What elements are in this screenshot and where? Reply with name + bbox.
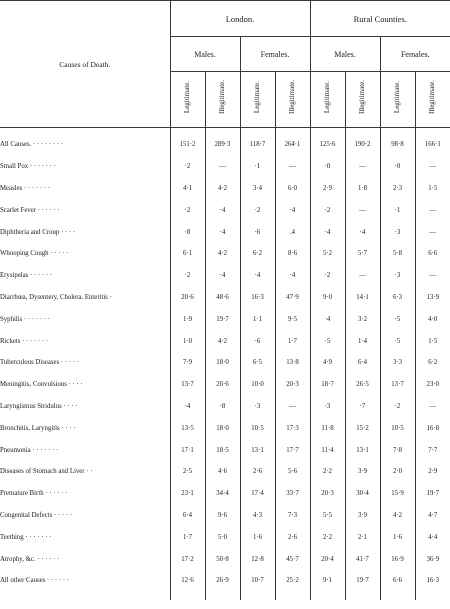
cause-of-death-cell: Congenital Defects · · · · · <box>0 511 73 519</box>
table-row <box>0 156 450 178</box>
cause-of-death-cell: Atrophy, &c. · · · · · · <box>0 555 60 563</box>
rate-cell: 20·6 <box>205 374 240 396</box>
rural-counties-label: Rural Counties. <box>353 13 407 24</box>
rate-cell: ·2 <box>170 199 205 221</box>
table-row <box>0 483 450 505</box>
rate-cell: 7·3 <box>275 505 310 527</box>
rate-cell: 25·2 <box>275 570 310 592</box>
rate-cell: 1·6 <box>240 526 275 548</box>
rate-cell: 1·0 <box>170 330 205 352</box>
rate-cell: 4·7 <box>415 505 450 527</box>
rate-cell: 1·4 <box>345 330 380 352</box>
rate-cell: 5·2 <box>310 243 345 265</box>
rate-cell: 1·5 <box>415 178 450 200</box>
rate-cell: 264·1 <box>275 134 310 156</box>
rate-cell: 18·0 <box>205 417 240 439</box>
table-row <box>0 308 450 330</box>
rural-counties-heading <box>310 1 450 37</box>
rate-cell: 5·5 <box>310 505 345 527</box>
cause-of-death-cell: Bronchitis, Laryngitis · · · · <box>0 424 76 432</box>
rate-cell: 9·5 <box>275 308 310 330</box>
rate-cell: 2·9 <box>310 178 345 200</box>
rate-cell: 13·5 <box>170 417 205 439</box>
rate-cell: 50·8 <box>205 548 240 570</box>
rate-cell: 4·2 <box>205 178 240 200</box>
rate-cell: 17·3 <box>275 417 310 439</box>
spacer-cell <box>170 592 205 600</box>
rate-cell: — <box>345 156 380 178</box>
rate-cell: ·8 <box>205 396 240 418</box>
table-row <box>0 199 450 221</box>
causes-of-death-label: Causes of Death. <box>59 59 111 69</box>
rate-cell: ·4 <box>345 221 380 243</box>
rate-cell: 15·2 <box>345 417 380 439</box>
london-label: London. <box>225 13 255 24</box>
rate-cell: 15·9 <box>380 483 415 505</box>
rate-cell: ·2 <box>170 265 205 287</box>
london-females-illegitimate-heading <box>275 72 310 128</box>
rate-cell: 45·7 <box>275 548 310 570</box>
rate-cell: 125·6 <box>310 134 345 156</box>
rate-cell: 151·2 <box>170 134 205 156</box>
rate-cell: ·4 <box>205 199 240 221</box>
rate-cell: 16·8 <box>415 417 450 439</box>
spacer-cell <box>205 592 240 600</box>
rate-cell: 20·4 <box>310 548 345 570</box>
rate-cell: 6·2 <box>415 352 450 374</box>
cause-of-death-cell: All other Causes · · · · · · <box>0 577 70 585</box>
table-row <box>0 330 450 352</box>
table-row <box>0 417 450 439</box>
rate-cell: 1·7 <box>275 330 310 352</box>
rate-cell: 2·1 <box>345 526 380 548</box>
rate-cell: — <box>345 265 380 287</box>
rate-cell: 7·7 <box>415 439 450 461</box>
rate-cell: ·4 <box>275 265 310 287</box>
rate-cell: 4·2 <box>380 505 415 527</box>
rural-males-illegitimate-heading <box>345 72 380 128</box>
rate-cell: 166·1 <box>415 134 450 156</box>
table-row <box>0 352 450 374</box>
rate-cell: ·8 <box>170 221 205 243</box>
rural-females-illegitimate-heading <box>415 72 450 128</box>
rate-cell: ·4 <box>240 265 275 287</box>
cause-of-death-cell: Meningitis, Convulsions · · · · <box>0 381 83 389</box>
causes-of-death-heading <box>0 1 170 128</box>
rate-cell: 14·1 <box>345 287 380 309</box>
rate-cell: — <box>275 156 310 178</box>
rate-cell: 5·0 <box>205 526 240 548</box>
rate-cell: — <box>415 221 450 243</box>
rate-cell: 4·0 <box>415 308 450 330</box>
rate-cell: 6·6 <box>380 570 415 592</box>
table-row <box>0 178 450 200</box>
table-row <box>0 243 450 265</box>
rate-cell: 5·8 <box>380 243 415 265</box>
london-females-legitimate-heading <box>240 72 275 128</box>
rate-cell: 1·6 <box>380 526 415 548</box>
rate-cell: ·2 <box>380 396 415 418</box>
rate-cell: 13·8 <box>275 352 310 374</box>
table-row <box>0 396 450 418</box>
rate-cell: 16·3 <box>415 570 450 592</box>
rate-cell: 34·4 <box>205 483 240 505</box>
cause-of-death-cell: Diseases of Stomach and Liver · · <box>0 468 93 476</box>
cause-of-death-cell: Scarlet Fever · · · · · · <box>0 206 60 214</box>
london-males-legitimate-heading <box>170 72 205 128</box>
legitimate-label: Legitimate. <box>183 80 191 114</box>
rate-cell: 19·7 <box>345 570 380 592</box>
table-row <box>0 287 450 309</box>
table-row <box>0 221 450 243</box>
london-heading <box>170 1 310 37</box>
rate-cell: 17·2 <box>170 548 205 570</box>
spacer-cell <box>415 592 450 600</box>
rate-cell: 13·7 <box>170 374 205 396</box>
rate-cell: 190·2 <box>345 134 380 156</box>
rate-cell: 6·2 <box>240 243 275 265</box>
rate-cell: 2·5 <box>170 461 205 483</box>
rate-cell: 30·4 <box>345 483 380 505</box>
london-males-illegitimate-heading <box>205 72 240 128</box>
illegitimate-label: Illegitimate. <box>218 79 226 114</box>
rate-cell: 26·5 <box>345 374 380 396</box>
table-row <box>0 461 450 483</box>
rate-cell: 6·0 <box>275 178 310 200</box>
rate-cell: ·4 <box>275 199 310 221</box>
table-row <box>0 134 450 156</box>
rate-cell: 2·2 <box>310 526 345 548</box>
rate-cell: — <box>415 156 450 178</box>
rate-cell: 1·8 <box>345 178 380 200</box>
frame-bottom-row <box>0 592 450 600</box>
rural-females-legitimate-heading <box>380 72 415 128</box>
cause-of-death-cell: Syphilis · · · · · · · <box>0 315 51 323</box>
rate-cell: — <box>415 396 450 418</box>
rate-cell: ·7 <box>345 396 380 418</box>
rate-cell: 2·0 <box>380 461 415 483</box>
rate-cell: 13·1 <box>240 439 275 461</box>
cause-of-death-cell: Diphtheria and Croup · · · · <box>0 228 76 236</box>
rate-cell: 1·7 <box>170 526 205 548</box>
table-body <box>0 128 450 600</box>
table-row <box>0 526 450 548</box>
rate-cell: ·4 <box>205 265 240 287</box>
rate-cell: 3·4 <box>240 178 275 200</box>
cause-of-death-cell: Small Pox · · · · · · · <box>0 163 56 171</box>
rate-cell: ·1 <box>240 156 275 178</box>
rate-cell: 118·7 <box>240 134 275 156</box>
rate-cell: 36·9 <box>415 548 450 570</box>
rate-cell: 20·3 <box>275 374 310 396</box>
rate-cell: 17·7 <box>275 439 310 461</box>
rate-cell: ·4 <box>310 221 345 243</box>
rate-cell: 33·7 <box>275 483 310 505</box>
rate-cell: ·4 <box>205 221 240 243</box>
rate-cell: 2·9 <box>415 461 450 483</box>
cause-of-death-cell: Teething · · · · · · · <box>0 533 52 541</box>
illegitimate-label: Illegitimate. <box>428 79 437 114</box>
rate-cell: — <box>415 199 450 221</box>
rate-cell: ·3 <box>310 396 345 418</box>
cause-of-death-cell: Tuberculous Diseases · · · · · <box>0 359 80 367</box>
rate-cell: 2·6 <box>240 461 275 483</box>
rate-cell: 13·1 <box>345 439 380 461</box>
rate-cell: ·5 <box>380 330 415 352</box>
rate-cell: 8·6 <box>275 243 310 265</box>
rate-cell: ·3 <box>240 396 275 418</box>
rate-cell: 4·6 <box>205 461 240 483</box>
rate-cell: 17·4 <box>240 483 275 505</box>
rate-cell: ·6 <box>240 221 275 243</box>
rural-males-heading <box>310 37 380 72</box>
rate-cell: 10·0 <box>240 374 275 396</box>
table-row <box>0 548 450 570</box>
rate-cell: 1·5 <box>415 330 450 352</box>
rural-males-legitimate-heading <box>310 72 345 128</box>
rate-cell: 10·5 <box>380 417 415 439</box>
rate-cell: 6·4 <box>170 505 205 527</box>
cause-of-death-cell: Laryngismus Stridulus · · · · <box>0 402 78 410</box>
london-females-heading <box>240 37 310 72</box>
rate-cell: 41·7 <box>345 548 380 570</box>
cause-of-death-cell: Measles · · · · · · · <box>0 184 51 192</box>
rate-cell: 4·3 <box>240 505 275 527</box>
rate-cell: 6·4 <box>345 352 380 374</box>
rate-cell: 7·9 <box>170 352 205 374</box>
rate-cell: 1·1 <box>240 308 275 330</box>
rate-cell: 16·3 <box>240 287 275 309</box>
rate-cell: 48·6 <box>205 287 240 309</box>
rate-cell: 3·9 <box>345 461 380 483</box>
rate-cell: 9·6 <box>205 505 240 527</box>
rate-cell: 4·1 <box>170 178 205 200</box>
rate-cell: — <box>205 156 240 178</box>
illegitimate-label: Illegitimate. <box>288 79 296 114</box>
rate-cell: ·6 <box>240 330 275 352</box>
rate-cell: 19·7 <box>415 483 450 505</box>
rate-cell: 19·7 <box>205 308 240 330</box>
rate-cell: 18·0 <box>205 352 240 374</box>
rate-cell: 6·1 <box>170 243 205 265</box>
rate-cell: ·0 <box>310 156 345 178</box>
rate-cell: 1·9 <box>170 308 205 330</box>
rate-cell: 47·9 <box>275 287 310 309</box>
spacer-cell <box>345 592 380 600</box>
spacer-cell <box>275 592 310 600</box>
rate-cell: 98·8 <box>380 134 415 156</box>
cause-of-death-cell: Diarrhœa, Dysentery, Cholera. Enteritis · <box>0 293 112 301</box>
rate-cell: 10·5 <box>240 417 275 439</box>
rate-cell: 11·8 <box>310 417 345 439</box>
rate-cell: ·2 <box>310 265 345 287</box>
rate-cell: 3·3 <box>380 352 415 374</box>
rate-cell: 6·5 <box>240 352 275 374</box>
rate-cell: 23·0 <box>415 374 450 396</box>
rate-cell: 11·4 <box>310 439 345 461</box>
rate-cell: 9·1 <box>310 570 345 592</box>
males-label: Males. <box>334 49 356 59</box>
rate-cell: 13·7 <box>380 374 415 396</box>
rate-cell: 20·3 <box>310 483 345 505</box>
rate-cell: 10·7 <box>240 570 275 592</box>
rate-cell: ·3 <box>380 265 415 287</box>
rate-cell: ·2 <box>310 199 345 221</box>
rate-cell: — <box>345 199 380 221</box>
rate-cell: 17·1 <box>170 439 205 461</box>
cause-of-death-cell: All Causes. · · · · · · · · <box>0 141 64 149</box>
rate-cell: 4·2 <box>205 330 240 352</box>
rate-cell: ·4 <box>310 308 345 330</box>
rate-cell: ·2 <box>170 156 205 178</box>
legitimate-label: Legitimate. <box>253 80 261 114</box>
spacer-cell <box>380 592 415 600</box>
rate-cell: 4·4 <box>415 526 450 548</box>
rate-cell: ·0 <box>380 156 415 178</box>
spacer-cell <box>240 592 275 600</box>
rate-cell: 9·0 <box>310 287 345 309</box>
females-label: Females. <box>260 49 290 59</box>
rate-cell: 2·2 <box>310 461 345 483</box>
london-males-heading <box>170 37 240 72</box>
rate-cell: 4·9 <box>310 352 345 374</box>
rate-cell: 13·9 <box>415 287 450 309</box>
rate-cell: 12·8 <box>240 548 275 570</box>
cause-of-death-cell: Rickets · · · · · · · <box>0 337 49 345</box>
rate-cell: ·2 <box>240 199 275 221</box>
legitimate-label: Legitimate. <box>393 80 402 114</box>
rate-cell: 7·8 <box>380 439 415 461</box>
rate-cell: ·4 <box>170 396 205 418</box>
rate-cell: — <box>275 396 310 418</box>
rate-cell: ·1 <box>380 199 415 221</box>
rate-cell: 3·2 <box>345 308 380 330</box>
illegitimate-label: Illegitimate. <box>358 79 367 114</box>
rate-cell: 2·6 <box>275 526 310 548</box>
rate-cell: 20·6 <box>170 287 205 309</box>
rate-cell: 12·6 <box>170 570 205 592</box>
table-row <box>0 505 450 527</box>
rate-cell: ·3 <box>380 221 415 243</box>
rate-cell: 16·9 <box>380 548 415 570</box>
cause-of-death-cell: Whooping Cough · · · · · <box>0 250 69 258</box>
rate-cell: .4 <box>275 221 310 243</box>
females-label: Females. <box>400 49 430 59</box>
rate-cell: 26·9 <box>205 570 240 592</box>
rate-cell: 2·3 <box>380 178 415 200</box>
rate-cell: 18·5 <box>205 439 240 461</box>
rate-cell: 5·6 <box>275 461 310 483</box>
males-label: Males. <box>194 49 216 59</box>
rate-cell: 5·7 <box>345 243 380 265</box>
rate-cell: 3·9 <box>345 505 380 527</box>
table-row <box>0 439 450 461</box>
rate-cell: 6·3 <box>380 287 415 309</box>
cause-of-death-cell: Pneumonia · · · · · · · <box>0 446 59 454</box>
rate-cell: 18·7 <box>310 374 345 396</box>
rate-cell: 23·1 <box>170 483 205 505</box>
rate-cell: 289·3 <box>205 134 240 156</box>
rural-females-heading <box>380 37 450 72</box>
rate-cell: — <box>415 265 450 287</box>
rate-cell: ·5 <box>310 330 345 352</box>
spacer-cell <box>0 592 170 600</box>
cause-of-death-cell: Erysipelas · · · · · · <box>0 272 53 280</box>
rate-cell: ·5 <box>380 308 415 330</box>
table-row <box>0 374 450 396</box>
spacer-cell <box>310 592 345 600</box>
rate-cell: 6·6 <box>415 243 450 265</box>
table-row <box>0 265 450 287</box>
table-row <box>0 570 450 592</box>
cause-of-death-cell: Premature Birth · · · · · · <box>0 490 68 498</box>
legitimate-label: Legitimate. <box>323 80 332 114</box>
rate-cell: 4·2 <box>205 243 240 265</box>
